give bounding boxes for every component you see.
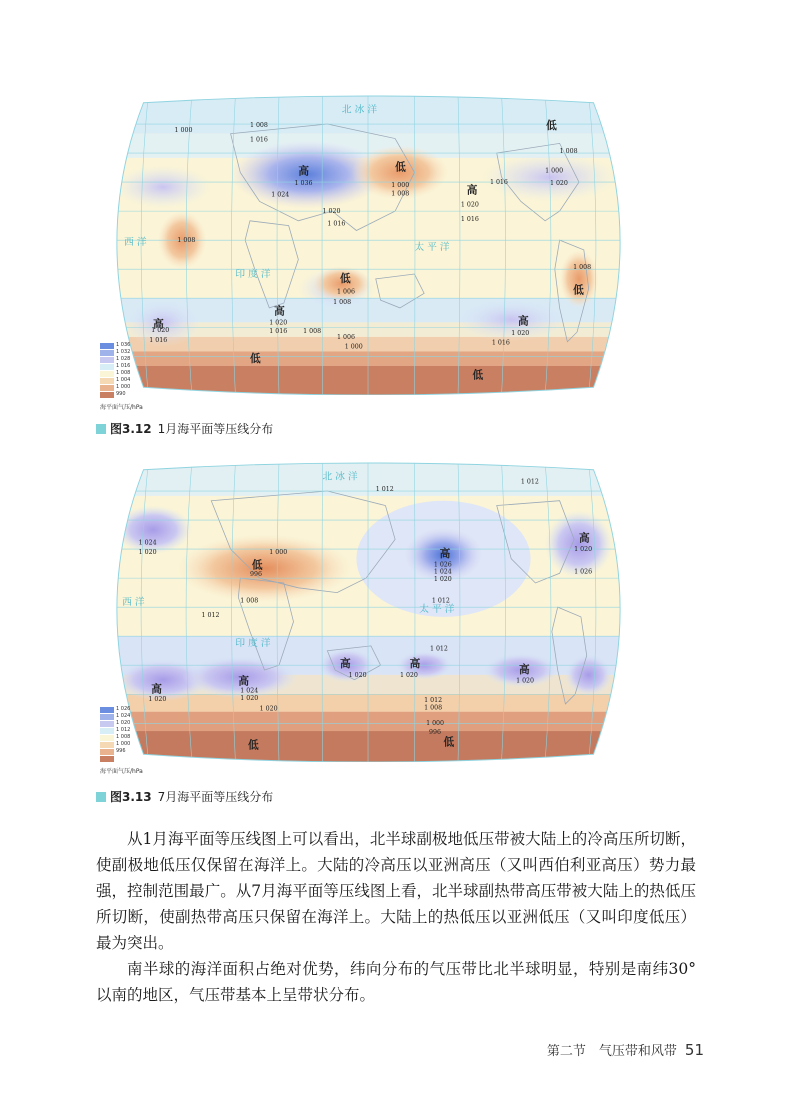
- isobar-label: 1 024: [240, 687, 259, 695]
- isobar-label: 1 024: [271, 191, 290, 199]
- legend-swatch: [100, 378, 114, 384]
- high-s-indian-label: 高: [274, 304, 285, 318]
- isobar-label: 1 012: [375, 486, 394, 494]
- ocean-indian-label: 印 度 洋: [235, 637, 271, 649]
- isobar-label: 1 024: [138, 539, 157, 547]
- low-s-america-label: 低: [573, 283, 584, 297]
- isobar-label: 1 012: [520, 478, 539, 486]
- high-asia-label: 高: [298, 164, 309, 178]
- isobar-label: 1 016: [489, 179, 508, 187]
- legend-swatch: [100, 742, 114, 748]
- january-caption: [96, 420, 273, 437]
- legend-row: [100, 727, 142, 734]
- isobar-label: 1 020: [516, 677, 535, 685]
- high-s-atlantic-label: 高: [153, 317, 164, 331]
- july-map-svg: [96, 462, 641, 762]
- isobar-label: 1 020: [151, 327, 170, 335]
- ocean-pacific-label: 太 平 洋: [414, 241, 450, 253]
- legend-row: [100, 349, 142, 356]
- legend-swatch: [100, 385, 114, 391]
- high-s-pacific-label: 高: [518, 314, 529, 328]
- isobar-label: 1 020: [460, 201, 479, 209]
- isobar-label: 1 006: [337, 333, 356, 341]
- isobar-label: 1 006: [337, 288, 356, 296]
- ocean-arctic-label: 北 冰 洋: [322, 471, 358, 483]
- isobar-label: 1 020: [399, 671, 418, 679]
- isobar-label: 1 000: [391, 181, 410, 189]
- legend-label: 1 024: [116, 713, 131, 719]
- ocean-atlantic-label: 西 洋: [124, 237, 147, 248]
- july-pressure-map: [96, 462, 641, 762]
- legend-swatch: [100, 707, 114, 713]
- isobar-label: 1 020: [269, 319, 288, 327]
- isobar-label: 1 020: [322, 208, 341, 216]
- legend-row: [100, 342, 142, 349]
- legend-swatch: [100, 357, 114, 363]
- ocean-pacific-label: 太 平 洋: [419, 604, 455, 615]
- low-antarctic-2-label: 低: [443, 735, 455, 749]
- isobar-label: 1 000: [545, 167, 564, 175]
- legend-swatch: [100, 756, 114, 762]
- legend-swatch: [100, 392, 114, 398]
- legend-swatch: [100, 364, 114, 370]
- isobar-label: 1 008: [240, 597, 259, 605]
- legend-row: [100, 384, 142, 391]
- section-title: 第二节 气压带和风带: [546, 1044, 677, 1059]
- isobar-label: 1 012: [201, 611, 220, 619]
- legend-row: [100, 734, 142, 741]
- caption-text: 1月海平面等压线分布: [157, 422, 274, 436]
- isobar-label: 1 008: [333, 299, 352, 307]
- isobar-label: 1 008: [177, 237, 196, 245]
- page-footer: [547, 1040, 704, 1059]
- high-s-pacific-2-label: 高: [518, 662, 530, 676]
- body-text: [96, 826, 696, 1008]
- ocean-atlantic-label: 西 洋: [122, 597, 145, 609]
- isobar-label: 1 026: [433, 561, 452, 569]
- legend-label: 996: [116, 748, 126, 754]
- isobar-label: 1 020: [259, 705, 278, 713]
- isobar-label: 1 008: [573, 264, 592, 272]
- caption-marker-icon: [96, 424, 106, 434]
- legend-row: [100, 356, 142, 363]
- isobar-label: 1 000: [269, 548, 288, 556]
- isobar-label: 1 020: [433, 576, 452, 584]
- isobar-label: 1 008: [303, 328, 322, 336]
- legend-label: 1 020: [116, 720, 131, 726]
- legend-label: 1 008: [116, 734, 131, 740]
- isobar-label: 1 008: [424, 704, 443, 712]
- low-antarctic-2-label: 低: [472, 368, 484, 382]
- legend-row: [100, 748, 142, 755]
- isobar-label: 1 016: [249, 136, 268, 144]
- isobar-label: 1 008: [391, 190, 410, 198]
- legend-swatch: [100, 350, 114, 356]
- legend-row: [100, 706, 142, 713]
- legend-swatch: [100, 343, 114, 349]
- caption-number: 图3.13: [110, 790, 152, 804]
- isobar-label: 1 020: [511, 330, 530, 337]
- ocean-arctic-label: 北 冰 洋: [341, 104, 377, 116]
- isobar-label: 996: [249, 571, 262, 579]
- legend-row: [100, 713, 142, 720]
- isobar-label: 1 026: [574, 568, 593, 576]
- high-australia-label: 高: [339, 657, 351, 671]
- legend-label: 1 016: [116, 363, 131, 369]
- legend-swatch: [100, 721, 114, 727]
- ocean-indian-label: 印 度 洋: [235, 268, 271, 280]
- caption-text: 7月海平面等压线分布: [157, 790, 274, 804]
- legend-row: [100, 363, 142, 370]
- isobar-label: 1 008: [559, 148, 578, 156]
- july-legend: [100, 706, 142, 762]
- low-n-atlantic-label: 低: [546, 118, 557, 132]
- isobar-label: 1 000: [426, 720, 445, 728]
- legend-swatch: [100, 728, 114, 734]
- paragraph-1: 从1月海平面等压线图上可以看出，北半球副极地低压带被大陆上的冷高压所切断，使副极地低压仅保留在海洋上。大陆的冷高压以亚洲高压（又叫西伯利亚高压）势力最强，控制范围最广。从7月海平面等压线图上看，北半球副热带高压带被大陆上的热低压所切断，使副热带高压只保留在海洋上。大陆上的热低压以亚洲低压（又叫印度低压）最为突出。: [96, 830, 696, 952]
- isobar-label: 1 020: [240, 695, 259, 703]
- legend-label: 1 026: [116, 706, 131, 712]
- isobar-label: 1 020: [348, 671, 367, 679]
- legend-label: 1 008: [116, 370, 131, 376]
- legend-label: 1 036: [116, 342, 131, 348]
- high-n-atlantic-label: 高: [578, 531, 590, 545]
- legend-row: [100, 370, 142, 377]
- isobar-label: 1 016: [460, 215, 479, 223]
- paragraph-2: 南半球的海洋面积占绝对优势，纬向分布的气压带比北半球明显，特别是南纬30°以南的地区，气压带基本上呈带状分布。: [96, 960, 696, 1004]
- legend-label: 1 004: [116, 377, 131, 383]
- july-caption: [96, 788, 273, 805]
- isobar-label: 1 020: [549, 180, 568, 187]
- isobar-label: 1 012: [431, 597, 450, 605]
- isobar-label: 1 000: [174, 126, 193, 134]
- legend-row: [100, 377, 142, 384]
- legend-row: [100, 755, 142, 762]
- isobar-label: 1 020: [574, 546, 593, 554]
- isobar-label: 1 024: [433, 568, 452, 576]
- isobar-label: 1 012: [429, 645, 448, 653]
- isobar-label: 1 020: [148, 696, 167, 704]
- january-legend: [100, 342, 142, 398]
- legend-label: 1 028: [116, 356, 131, 362]
- isobar-label: 1 016: [149, 336, 168, 344]
- high-n-pacific-label: 高: [466, 183, 478, 197]
- legend-row: [100, 391, 142, 398]
- isobar-label: 1 000: [344, 343, 363, 351]
- high-s-indian-label: 高: [238, 674, 249, 688]
- legend-label: 1 000: [116, 384, 131, 390]
- isobar-label: 1 020: [138, 548, 157, 556]
- legend-swatch: [100, 714, 114, 720]
- isobar-label: 1 036: [294, 180, 313, 187]
- legend-swatch: [100, 735, 114, 741]
- low-antarctic-1-label: 低: [249, 352, 261, 366]
- legend-label: 990: [116, 391, 126, 397]
- isobar-label: 1 016: [269, 328, 288, 336]
- low-australia-label: 低: [339, 271, 351, 285]
- legend-swatch: [100, 371, 114, 377]
- january-pressure-map: [96, 95, 641, 395]
- low-n-pacific-label: 低: [395, 160, 406, 174]
- legend-label: 1 032: [116, 349, 131, 355]
- legend-swatch: [100, 749, 114, 755]
- low-asia-label: 低: [251, 558, 263, 572]
- caption-number: 图3.12: [110, 422, 152, 436]
- high-s-pacific-label: 高: [409, 657, 421, 671]
- isobar-label: 996: [428, 728, 441, 736]
- january-map-svg: [96, 95, 641, 395]
- high-s-atlantic-label: 高: [151, 682, 162, 696]
- caption-marker-icon: [96, 792, 106, 802]
- july-legend-title: 海平面气压/hPa: [100, 768, 143, 775]
- isobar-label: 1 016: [327, 220, 346, 228]
- legend-label: 1 012: [116, 727, 131, 733]
- isobar-label: 1 012: [424, 697, 443, 704]
- low-antarctic-1-label: 低: [248, 738, 259, 752]
- isobar-label: 1 016: [491, 339, 510, 347]
- page-number: 51: [684, 1041, 704, 1059]
- isobar-label: 1 008: [249, 121, 268, 129]
- january-legend-title: 海平面气压/hPa: [100, 404, 143, 411]
- legend-row: [100, 741, 142, 748]
- legend-label: 1 000: [116, 741, 131, 747]
- high-n-pacific-label: 高: [439, 546, 451, 560]
- legend-row: [100, 720, 142, 727]
